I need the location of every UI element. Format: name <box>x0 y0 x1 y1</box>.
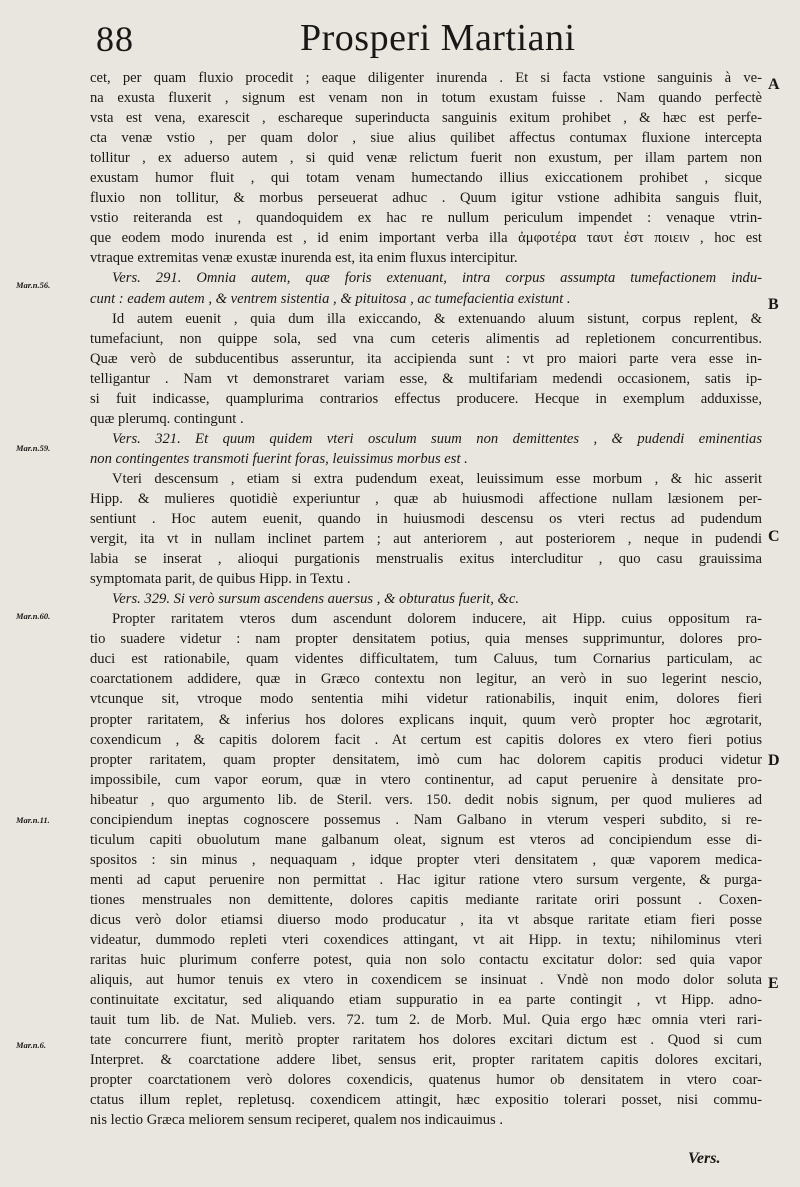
section-letter-d: D <box>768 752 780 769</box>
margin-note: Mar.n.11. <box>16 815 50 825</box>
text-line: tiones menstruales non demittente, dolores capitis mediante raritate oriri possunt . Coxen- <box>90 891 762 908</box>
text-line: dicus verò dolor etiamsi diuerso modo producatur , ita vt absque raritate etiam fieri posse <box>90 911 762 928</box>
verse-heading: cunt : eadem autem , & ventrem sistentia , & pituitosa , ac tumefacientia existunt . <box>90 290 571 307</box>
text-line: nis lectio Græca meliorem sensum reciperet, qualem nos indicauimus . <box>90 1112 503 1129</box>
text-line: concipiendum ineptas cognoscere possemus . Nam Galbano in vterum vesperi subdito, si re- <box>90 811 762 828</box>
text-line: ctatus illum replet, repletusq. coxendicem attingit, hæc expositio tolerari posset, nisi commu- <box>90 1092 762 1109</box>
page-number: 88 <box>96 19 134 59</box>
text-line: menti ad caput peruenire non permittat . Hac igitur ratione vtero sursum vergente, & purga- <box>90 871 762 888</box>
text-line: fluxio non tollitur, & morbus perseuerat adhuc . Quum igitur vstione adhibita sanguis fluit, <box>90 190 762 207</box>
text-line: propter raritatem, quam propter densitatem, imò cum hac dolorem capitis produci videtur <box>90 751 762 768</box>
text-line: raritas huic plurimum conferre potest, quia non solo contactu excitatur dolor: sed quia vapor <box>90 952 762 969</box>
section-letter-b: B <box>768 296 779 313</box>
text-line: tate concurrere fiunt, meritò propter raritatem hos dolores excitari dictum est . Quod si cum <box>90 1032 762 1049</box>
text-line: symptomata parit, de quibus Hipp. in Textu . <box>90 571 351 588</box>
text-line: vstio reiteranda est , quandoquidem ex hac re nullum periculum impendet : venaque vtrin- <box>90 210 762 227</box>
text-line: propter coarctationem verò dolores coxendicis, quatenus humor ob densitatem in vtero coar- <box>90 1072 762 1089</box>
text-line: coxendicum , & capitis dolorem facit . At certum est capitis dolores ex vtero fieri potius <box>90 731 762 748</box>
text-line: Id autem euenit , quia dum illa exiccando, & extenuando aluum sistunt, corpus replent, & <box>112 310 762 327</box>
text-line: telligantur . Nam vt demonstraret variam esse, & multifariam medendi occasionem, satis ip- <box>90 370 762 387</box>
text-line: vsta est vena, exarescit , eschareque superinducta sanguinis exitum prohibet , & hæc est perfe- <box>90 110 762 127</box>
running-head: Prosperi Martiani <box>300 17 576 59</box>
verse-heading: Vers. 291. Omnia autem, quæ foris extenuant, intra corpus assumpta tumefactionem indu- <box>112 270 762 287</box>
text-line: tauit tum lib. de Nat. Mulieb. vers. 72. tum 2. de Morb. Mul. Quia ergo hæc omnia vteri rari- <box>90 1012 762 1029</box>
text-line: sentiunt . Hoc autem euenit, quando in huiusmodi descensu os vteri rectus ad pudendum <box>90 511 762 528</box>
text-line: aliquis, aut humor tenuis ex vtero in coxendicem se insinuat . Vndè non modo dolor soluta <box>90 972 762 989</box>
margin-note: Mar.n.6. <box>16 1040 46 1050</box>
text-line: cta venæ vstio , per quam dolor , siue alius quilibet affectus contumax fluxione intercepta <box>90 130 762 147</box>
text-line: continuitate excitatur, sed aliquando etiam suppuratio in ea parte contingit , vt Hipp. adno- <box>90 992 762 1009</box>
verse-heading: Vers. 321. Et quum quidem vteri osculum suum non demittentes , & pudendi eminentias <box>112 430 762 447</box>
section-letter-c: C <box>768 528 780 545</box>
text-line: spositos : sin minus , nequaquam , idque propter vteri densitatem , quæ vaporem medica- <box>90 851 762 868</box>
text-line: Propter raritatem vteros dum ascendunt dolorem inducere, ait Hipp. cuius oppositum ra- <box>112 611 762 628</box>
verse-heading: Vers. 329. Si verò sursum ascendens auersus , & obturatus fuerit, &c. <box>112 591 519 608</box>
body-text <box>90 68 762 1130</box>
text-line: vtraque extremitas venæ exustæ inurenda est, ita enim fluxus intercipitur. <box>90 250 518 267</box>
text-line: videatur, dummodo repleti vteri coxendices attingant, vt ait Hipp. in textu; nihilominus vteri <box>90 932 762 949</box>
text-line: impossibile, cum vapor eorum, quæ in vtero continentur, ad caput peruenire à densitate pro- <box>90 771 762 788</box>
text-line: labia se inserat , alioqui purgationis menstrualis exitus intercluditur , quo casu grauissima <box>90 551 762 568</box>
text-line: coarctationem addidere, quæ in Græco contextu non legitur, an verò in suo legerint nescio, <box>90 671 762 688</box>
text-line: vtcunque sit, vtroque modo sententia mihi videtur rationabilis, inquit enim, dolores fieri <box>90 691 762 708</box>
text-line: si fuit indicasse, quamplurima contrarios effectus producere. Hecque in exemplum adduxisse, <box>90 390 762 407</box>
text-line: exustam humor fluit , qui totam venam humectando illius exiccationem prohibet , sicque <box>90 170 762 187</box>
catchword: Vers. <box>688 1150 721 1167</box>
text-line: ticulum capiti obuolutum mane galbanum oleat, signum est vteros ad concipiendum esse di- <box>90 831 762 848</box>
margin-note: Mar.n.56. <box>16 280 51 290</box>
text-line: Hipp. & mulieres quotidiè experiuntur , quæ ab huiusmodi affectione nullam læsionem per- <box>90 490 762 507</box>
text-line: quæ plerumq. contingunt . <box>90 410 244 427</box>
text-line: Interpret. & coarctatione addere libet, sensus erit, propter raritatem capitis dolores excitari, <box>90 1052 762 1069</box>
text-line: Quæ verò de subducentibus asseruntur, ita accipienda sunt : vt pro maiori parte vera esse in- <box>90 350 762 367</box>
text-line: cet, per quam fluxio procedit ; eaque diligenter inurenda . Et si facta vstione sanguinis à ve- <box>90 70 762 86</box>
text-line: duci est rationabile, quam videntes difficultatem, tum Caluus, tum Cornarius particulam, ac <box>90 651 762 668</box>
verse-heading: non contingentes transmoti fuerint foras, leuissimus morbus est . <box>90 450 468 467</box>
text-line: hibeatur , quo argumento lib. de Steril. vers. 150. dedit nobis signum, per quod mulieres ad <box>90 791 762 808</box>
section-letter-a: A <box>768 76 780 93</box>
text-line: Vteri descensum , etiam si extra pudendum exeat, leuissimum esse morbum , & hic asserit <box>112 470 762 487</box>
margin-note: Mar.n.60. <box>16 611 51 621</box>
text-line: tumefaciunt, non quippe sola, sed vna cum ceteris alimentis ad repletionem concurrentibus. <box>90 330 762 347</box>
text-line: propter raritatem, & inferius hos dolores explicans inquit, quum verò propter hoc ægrotarit, <box>90 711 762 728</box>
text-line: que eodem modo inurenda est , id enim important verba illa ἀμφοτέρα ταυτ ἐστ ποιειν , hoc est <box>90 230 762 247</box>
text-line: tio suadere videtur : nam propter densitatem potius, quia menses supprimuntur, dolores pro- <box>90 631 762 648</box>
section-letter-e: E <box>768 975 779 992</box>
text-line: na exusta fluxerit , signum est venam non in totum exustam fuisse . Nam quando perfectè <box>90 90 762 107</box>
text-line: vergit, ita vt in nullam inclinet partem ; aut anteriorem , aut posteriorem , neque in pudendi <box>90 531 762 548</box>
text-line: tollitur , ex aduerso autem , si quid venæ relictum fuerit non exustum, per illam partem non <box>90 150 762 167</box>
margin-note: Mar.n.59. <box>16 443 51 453</box>
